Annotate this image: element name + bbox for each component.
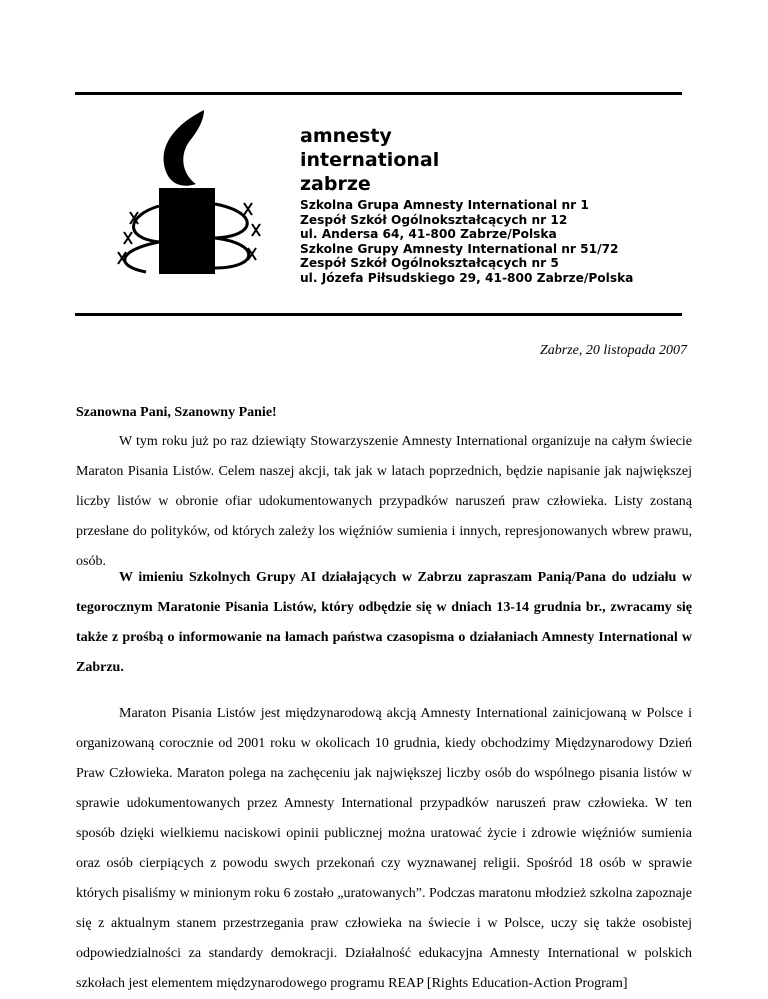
org-name-line: amnesty xyxy=(300,125,392,147)
paragraph-intro: W tym roku już po raz dziewiąty Stowarzyszenie Amnesty International organizuje na całym świecie Maraton Pisania Listów. Celem naszej akcji, tak jak w latach poprzednich, będzie napisanie jak największej liczby listów w obronie ofiar udokumentowanych przypadków naruszeń praw człowieka. Listy zostaną przesłane do polityków, od których zależy los więźniów sumienia i innych, represjonowanych wbrew prawu, osób. xyxy=(76,434,692,569)
address-line: ul. Józefa Piłsudskiego 29, 41-800 Zabrze/Polska xyxy=(300,270,634,285)
address-line: Zespół Szkół Ogólnokształcących nr 12 xyxy=(300,212,568,227)
paragraph-marathon-description: Maraton Pisania Listów jest międzynarodową akcją Amnesty International zainicjowaną w Polsce i organizowaną corocznie od 2001 roku w okolicach 10 grudnia, kiedy obchodzimy Międzynarodowy Dzień Praw Człowieka. Maraton polega na zachęceniu jak największej liczby osób do wspólnego pisania listów w sprawie udokumentowanych przez Amnesty International przypadków naruszeń praw człowieka. W ten sposób dzięki wielkiemu naciskowi opinii publicznej można uratować życie i zdrowie więźniów sumienia oraz osób cierpiących z powodu swych przekonań czy wyznawanej religii. Spośród 18 osób w sprawie których pisaliśmy w minionym roku 6 zostało „uratowanych”. Podczas maratonu młodzież szkolna zapoznaje się z aktualnym stanem przestrzegania praw człowieka na świecie i w Polsce, uczy się także osobistej odpowiedzialności za standardy demokracji. Działalność edukacyjna Amnesty International w polskich szkołach jest elementem międzynarodowego programu REAP [Rights Education-Action Program] xyxy=(76,706,692,991)
amnesty-candle-logo-icon xyxy=(112,108,272,276)
header-top-rule xyxy=(75,92,682,95)
org-name-line: international xyxy=(300,149,440,171)
letter-date: Zabrze, 20 listopada 2007 xyxy=(539,343,687,358)
address-line: Szkolna Grupa Amnesty International nr 1 xyxy=(300,198,589,212)
salutation: Szanowna Pani, Szanowny Panie! xyxy=(76,405,277,420)
address-line: Szkolne Grupy Amnesty International nr 51/72 xyxy=(300,241,619,256)
paragraph-invitation: W imieniu Szkolnych Grupy AI działających w Zabrzu zapraszam Panią/Pana do udziału w tegorocznym Maratonie Pisania Listów, który odbędzie się w dniach 13-14 grudnia br., zwracamy się także z prośbą o informowanie na łamach państwa czasopisma o działaniach Amnesty International w Zabrzu. xyxy=(76,570,692,675)
address-line: ul. Andersa 64, 41-800 Zabrze/Polska xyxy=(300,227,557,242)
address-block xyxy=(300,198,633,286)
org-name xyxy=(300,124,439,196)
org-name-line: zabrze xyxy=(300,173,371,195)
header-bottom-rule xyxy=(75,313,682,316)
address-line: Zespół Szkół Ogólnokształcących nr 5 xyxy=(300,256,559,271)
